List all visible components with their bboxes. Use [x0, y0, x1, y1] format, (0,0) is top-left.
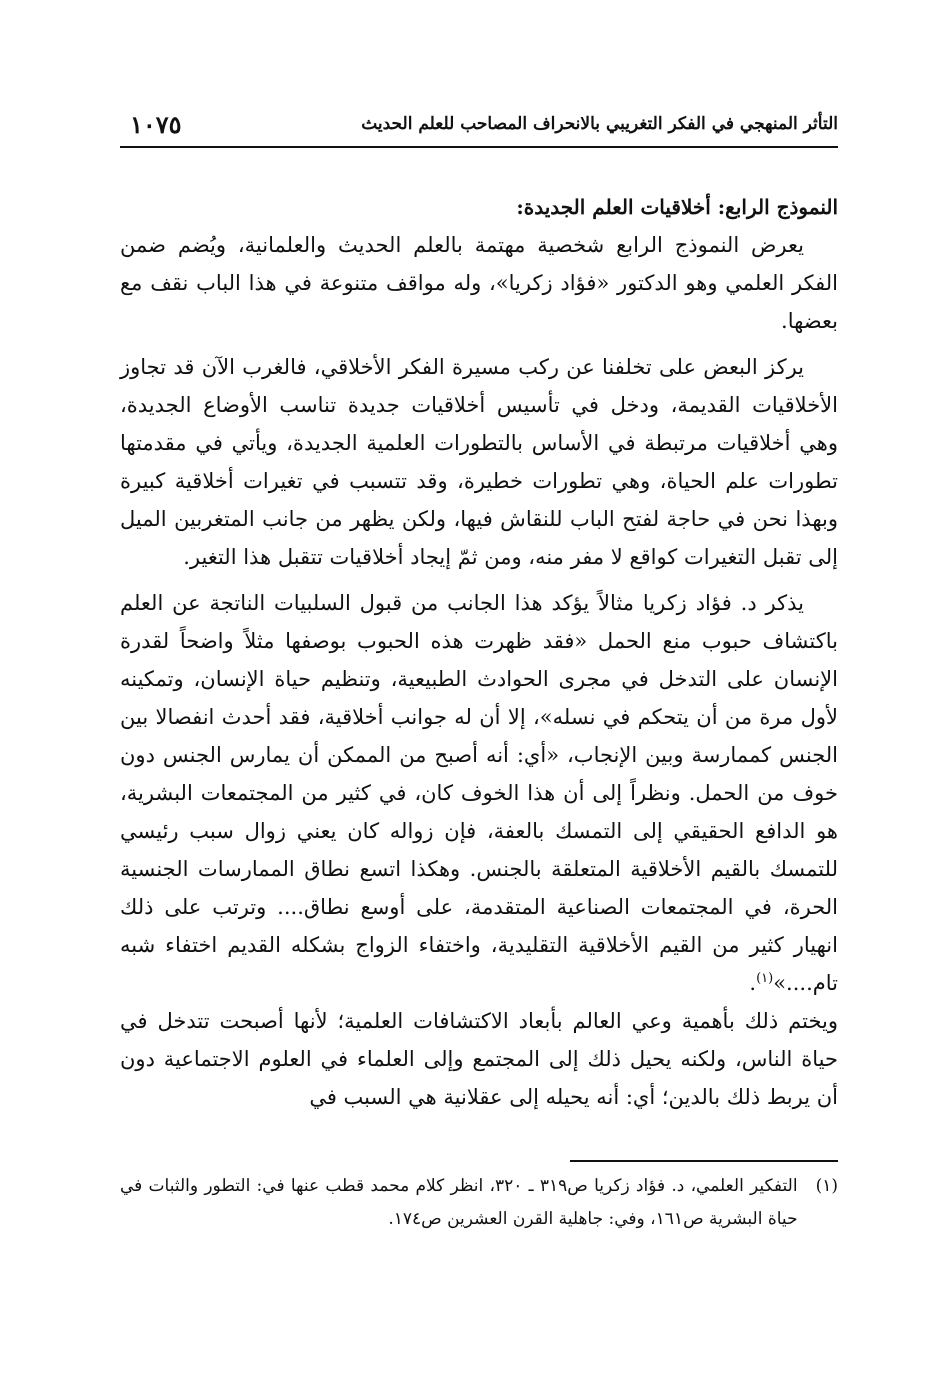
footnote-divider — [570, 1160, 838, 1162]
page-number: ١٠٧٥ — [130, 110, 182, 139]
paragraph-example-end: . — [749, 971, 757, 995]
paragraph-example — [120, 584, 838, 1002]
paragraph-example-text: يذكر د. فؤاد زكريا مثالاً يؤكد هذا الجانب من قبول السلبيات الناتجة عن العلم باكتشاف حبوب منع الحمل «فقد ظهرت هذه الحبوب بوصفها مثلاً واضحاً لقدرة الإنسان على التدخل في مجرى الحوادث الطبيعية، وتنظيم حياة الإنسان، وتمكينه لأول مرة من أن يتحكم في نسله»، إلا أن له جوانب أخلاقية، فقد أحدث انفصالا بين الجنس كممارسة وبين الإنجاب، «أي: أنه أصبح من الممكن أن يمارس الجنس دون خوف من الحمل. ونظراً إلى أن هذا الخوف كان، في كثير من المجتمعات البشرية، هو الدافع الحقيقي إلى التمسك بالعفة، فإن زواله كان يعني زوال سبب رئيسي للتمسك بالقيم الأخلاقية المتعلقة بالجنس. وهكذا اتسع نطاق الممارسات الجنسية الحرة، في المجتمعات الصناعية المتقدمة، على أوسع نطاق.... وترتب على ذلك انهيار كثير من القيم الأخلاقية التقليدية، واختفاء الزواج بشكله القديم اختفاء شبه تام....» — [120, 591, 838, 995]
paragraph-intro: يعرض النموذج الرابع شخصية مهتمة بالعلم الحديث والعلمانية، ويُضم ضمن الفكر العلمي وهو الدكتور «فؤاد زكريا»، وله مواقف متنوعة في هذا الباب نقف مع بعضها. — [120, 233, 838, 333]
footnote-text: التفكير العلمي، د. فؤاد زكريا ص٣١٩ ـ ٣٢٠، انظر كلام محمد قطب عنها في: التطور والثبات في حياة البشرية ص١٦١، وفي: جاهلية القرن العشرين ص١٧٤. — [120, 1176, 798, 1229]
body-text — [120, 226, 838, 1116]
footnote-reference: (١) — [756, 971, 774, 986]
running-title: التأثر المنهجي في الفكر التغريبي بالانحراف المصاحب للعلم الحديث — [361, 114, 838, 134]
footnote-number: (١) — [815, 1176, 838, 1196]
paragraph-conclusion: ويختم ذلك بأهمية وعي العالم بأبعاد الاكتشافات العلمية؛ لأنها أصبحت تتدخل في حياة الناس، ولكنه يحيل ذلك إلى المجتمع وإلى العلماء في العلوم الاجتماعية دون أن يربط ذلك بالدين؛ أي: أنه يحيله إلى عقلانية هي السبب في — [120, 1009, 838, 1109]
section-heading: النموذج الرابع: أخلاقيات العلم الجديدة: — [516, 195, 838, 219]
running-header — [120, 108, 838, 148]
footnote — [120, 1170, 838, 1236]
page-content — [120, 108, 838, 1236]
paragraph-ethics: يركز البعض على تخلفنا عن ركب مسيرة الفكر الأخلاقي، فالغرب الآن قد تجاوز الأخلاقيات القديمة، ودخل في تأسيس أخلاقيات جديدة تناسب الأوضاع الجديدة، وهي أخلاقيات مرتبطة في الأساس بالتطورات العلمية الجديدة، ويأتي في مقدمتها تطورات علم الحياة، وهي تطورات خطيرة، وقد تتسبب في تغيرات أخلاقية كبيرة وبهذا نحن في حاجة لفتح الباب للنقاش فيها، ولكن يظهر من جانب المتغربين الميل إلى تقبل التغيرات كواقع لا مفر منه، ومن ثمّ إيجاد أخلاقيات تتقبل هذا التغير. — [120, 355, 838, 569]
